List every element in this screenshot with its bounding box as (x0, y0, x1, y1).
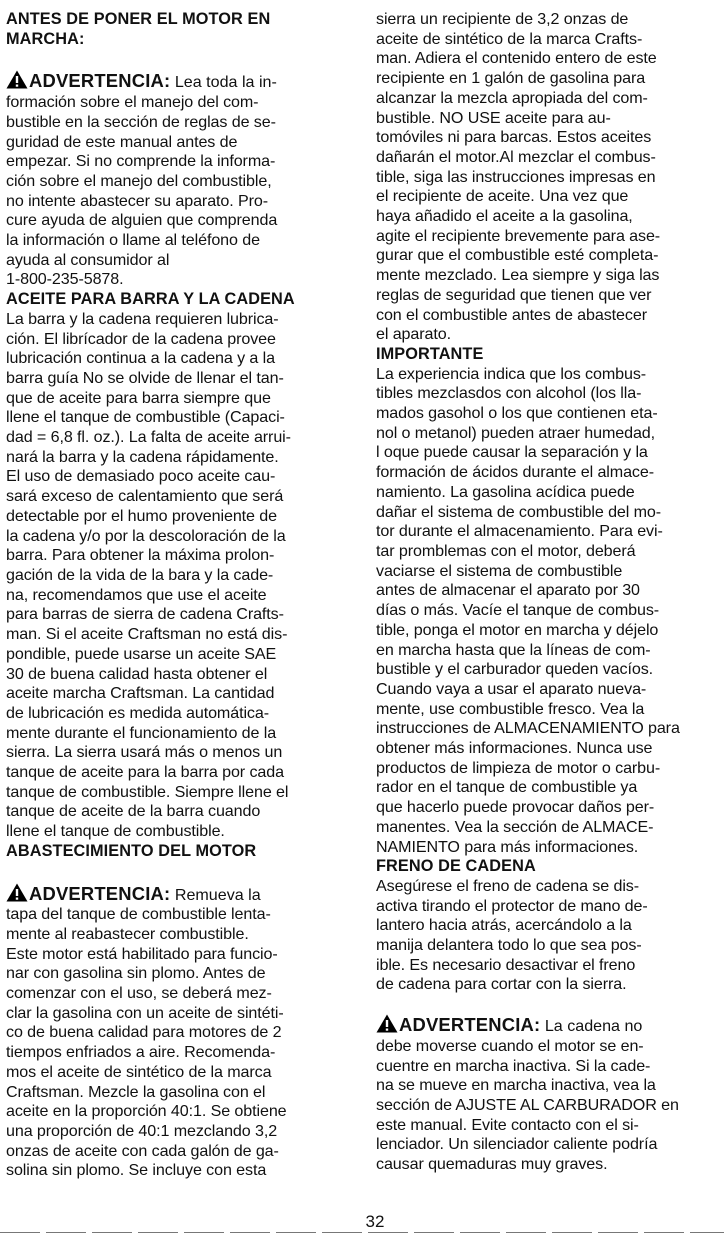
bottom-divider (0, 1232, 724, 1233)
warning-body: formación sobre el manejo del com- bustible en la sección de reglas de se- guridad de este manual antes de empezar. Si no comprende la informa- ción sobre el manejo del combustible, no intente abastecer su aparato. Pro- cure ayuda de alguien que comprenda la información o llame al teléfono de ayuda al consumidor al 1-800-235-5878. (6, 93, 278, 289)
warning-first-line: Lea toda la in- (170, 73, 277, 92)
warning-body: debe moverse cuando el motor se en- cuentre en marcha inactiva. Si la cade- na se mueve en marcha inactiva, vea la sección de AJUSTE AL CARBURADOR en este manual. Evite contacto con el si- lenciador. Un silenciador caliente podría causar quemaduras muy graves. (376, 1036, 679, 1174)
heading-important: IMPORTANTE (376, 344, 484, 363)
warning-label: ADVERTENCIA: (29, 70, 171, 92)
warning-read-fuel-info (6, 70, 354, 290)
right-column (376, 10, 720, 1175)
warning-chain-idle (376, 1014, 720, 1175)
paragraph-fuel-mixing: sierra un recipiente de 3,2 onzas de aceite de sintético de la marca Crafts- man. Adiera el contenido entero de este recipiente en 1 galón de gasolina para alcanzar la mezcla apropiada del com- bustible. NO USE aceite para au- tomóviles ni para barcas. Estos aceites dañarán el motor.Al mezclar el combus- tible, siga las instrucciones impresas en el recipiente de aceite. Una vez que haya añadido el aceite a la gasolina, agite el recipiente brevemente para ase- gurar que el combustible esté completa- mente mezclado. Lea siempre y siga las reglas de seguridad que tienen que ver con el combustible antes de abastecer el aparato. (376, 10, 661, 344)
warning-first-line: La cadena no (540, 1017, 643, 1036)
warning-label: ADVERTENCIA: (399, 1014, 541, 1036)
paragraph-bar-chain-oil: La barra y la cadena requieren lubrica- ción. El librícador de la cadena provee lubricación continua a la cadena y a la barra guía No se olvide de llenar el tan- que de aceite para barra siempre que llene el tanque de combustible (Capaci- dad = 6,8 fl. oz.). La falta de aceite arrui- nará la barra y la cadena rápidamente. El uso de demasiado poco aceite cau- sará exceso de calentamiento que será detectable por el humo proveniente de la cadena y/o por la descoloración de la barra. Para obtener la máxima prolon- gación de la vida de la bara y la cade- na, recomendamos que use el aceite para barras de sierra de cadena Crafts- man. Si el aceite Craftsman no está dis- pondible, puede usarse un aceite SAE 30 de buena calidad hasta obtener el aceite marcha Craftsman. La cantidad de lubricación es medida automática- mente durante el funcionamiento de la sierra. La sierra usará más o menos un tanque de aceite para la barra por cada tanque de combustible. Siempre llene el tanque de aceite de la barra cuando llene el tanque de combustible. (6, 309, 291, 841)
heading-fueling-engine: ABASTECIMIENTO DEL MOTOR (6, 841, 257, 860)
paragraph-chain-brake: Asegúrese el freno de cadena se dis- activa tirando el protector de mano de- lantero hacia atrás, acercándolo a la manija delantera todo lo que sea pos- ible. Es necesario desactivar el freno de cadena para cortar con la sierra. (376, 876, 648, 994)
warning-triangle-icon (376, 1014, 398, 1033)
warning-label: ADVERTENCIA: (29, 882, 171, 904)
heading-before-starting: ANTES DE PONER EL MOTOR EN MARCHA: (6, 10, 271, 48)
warning-first-line: Remueva la (170, 885, 261, 904)
page-number: 32 (365, 1212, 385, 1231)
warning-remove-fuel-cap (6, 883, 354, 1182)
left-column (6, 10, 354, 1181)
warning-body: tapa del tanque de combustible lenta- mente al reabastecer combustible. Este motor está habilitado para funcio- nar con gasolina sin plomo. Antes de comenzar con el uso, se deberá mez- clar la gasolina con un aceite de sintéti- co de buena calidad para motores de 2 tiempos enfriados a aire. Recomenda- mos el aceite de sintético de la marca Craftsman. Mezcle la gasolina con el aceite en la proporción 40:1. Se obtiene una proporción de 40:1 mezclando 3,2 onzas de aceite con cada galón de ga- solina sin plomo. Se incluye con esta (6, 905, 287, 1180)
paragraph-important: La experiencia indica que los combus- tibles mezclasdos con alcohol (los lla- mados gasohol o los que contienen eta- nol o metanol) pueden atraer humedad, l oque puede causar la separación y la formación de ácidos durante el almace- namiento. La gasolina acídica puede dañar el sistema de combustible del mo- tor durante el almacenamiento. Para evi- tar promblemas con el motor, deberá vaciarse el sistema de combustible antes de almacenar el aparato por 30 días o más. Vacíe el tanque de combus- tible, ponga el motor en marcha y déjelo en marcha hasta que la líneas de com- bustible y el carburador queden vacíos. Cuando vaya a usar el aparato nueva- mente, use combustible fresco. Vea la instrucciones de ALMACENAMIENTO para obtener más informaciones. Nunca use productos de limpieza de motor o carbu- rador en el tanque de combustible ya que hacerlo puede provocar daños per- manentes. Vea la sección de ALMACE- NAMIENTO para más informaciones. (376, 364, 680, 856)
warning-triangle-icon (6, 883, 28, 902)
heading-chain-brake: FRENO DE CADENA (376, 857, 536, 876)
heading-bar-chain-oil: ACEITE PARA BARRA Y LA CADENA (6, 290, 295, 309)
warning-triangle-icon (6, 70, 28, 89)
